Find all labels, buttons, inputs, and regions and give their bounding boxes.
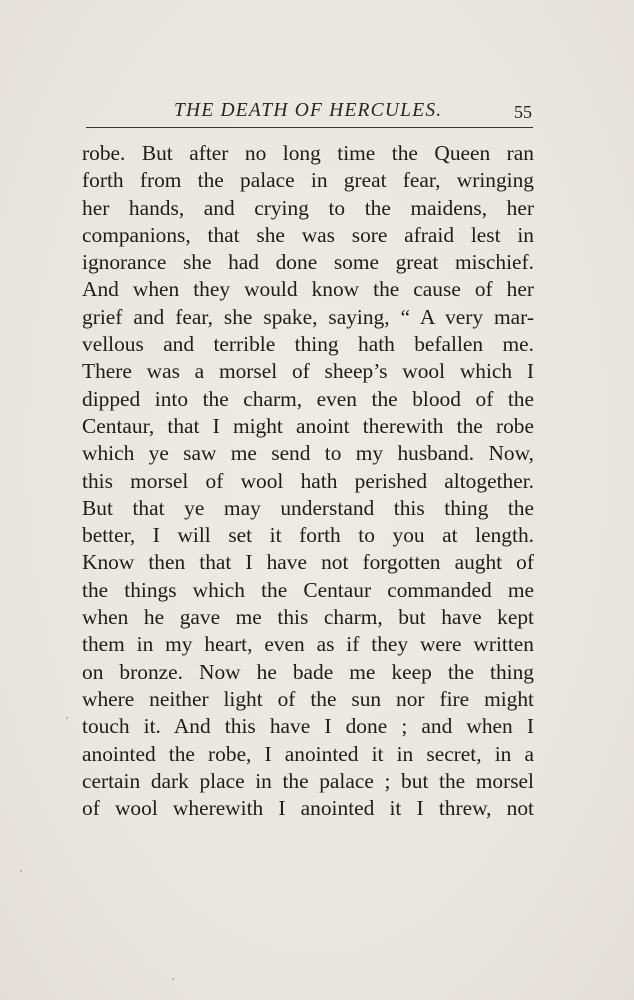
text-line: where neither light of the sun nor fire might (82, 686, 534, 711)
text-line: dipped into the charm, even the blood of the (82, 386, 534, 411)
paper-speck (20, 870, 22, 872)
text-line: vellous and terrible thing hath befallen me. (82, 332, 534, 357)
paper-speck (172, 978, 174, 980)
text-line: companions, that she was sore afraid lest in (82, 222, 534, 247)
text-line: when he gave me this charm, but have kept (82, 605, 534, 630)
text-line: forth from the palace in great fear, wringing (82, 168, 534, 193)
text-line: her hands, and crying to the maidens, her (82, 195, 534, 220)
text-line: anointed the robe, I anointed it in secret, in a (82, 741, 534, 766)
text-line: this morsel of wool hath perished altogether. (82, 468, 534, 493)
text-line: better, I will set it forth to you at length. (82, 523, 534, 548)
text-line: the things which the Centaur commanded me (82, 577, 534, 602)
text-line: There was a morsel of sheep’s wool which I (82, 359, 534, 384)
text-line: grief and fear, she spake, saying, “ A very mar- (82, 304, 534, 329)
text-line: on bronze. Now he bade me keep the thing (82, 659, 534, 684)
text-line: But that ye may understand this thing the (82, 495, 534, 520)
paper-speck (66, 717, 68, 719)
page-number: 55 (514, 102, 532, 122)
text-line: Centaur, that I might anoint therewith the robe (82, 413, 534, 438)
body-text (82, 140, 534, 822)
text-line: which ye saw me send to my husband. Now, (82, 441, 534, 466)
text-line: And when they would know the cause of her (82, 277, 534, 302)
text-line: them in my heart, even as if they were written (82, 632, 534, 657)
text-line: ignorance she had done some great mischief. (82, 250, 534, 275)
text-line: Know then that I have not forgotten aught of (82, 550, 534, 575)
text-line: touch it. And this have I done ; and when I (82, 714, 534, 739)
text-line: of wool wherewith I anointed it I threw, not (82, 796, 534, 821)
page-header (86, 100, 534, 124)
running-head: THE DEATH OF HERCULES. (174, 100, 443, 121)
text-line: certain dark place in the palace ; but the morsel (82, 768, 534, 793)
header-rule (86, 127, 533, 128)
text-line: robe. But after no long time the Queen ran (82, 141, 534, 165)
